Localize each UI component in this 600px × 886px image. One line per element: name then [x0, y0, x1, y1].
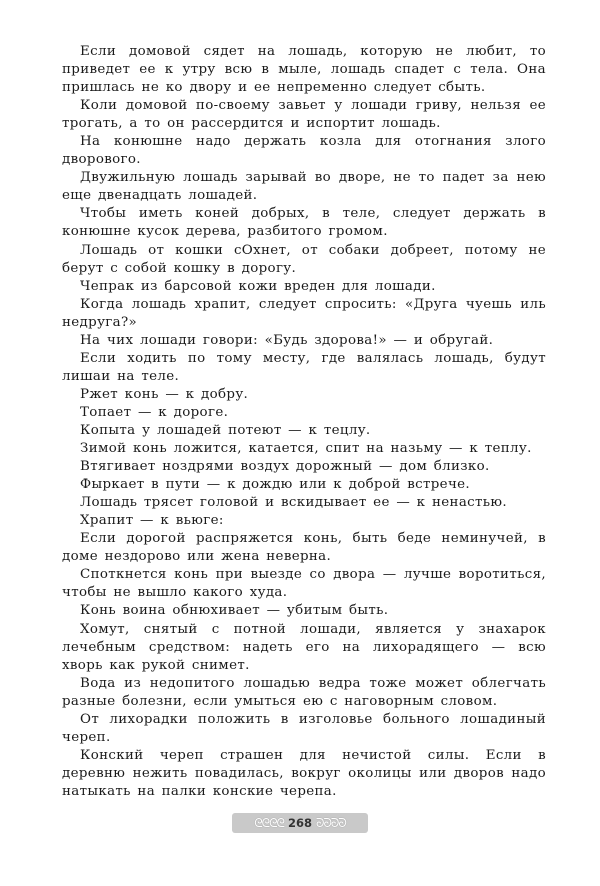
paragraph: Двужильную лошадь зарывай во дворе, не то падет за нею еще двенадцать лошадей. — [62, 170, 546, 204]
paragraph: Когда лошадь храпит, следует спросить: «Друга чуешь иль недруга?» — [62, 296, 546, 330]
paragraph: Фыркает в пути — к дождю или к доброй встрече. — [80, 477, 471, 493]
ornament-right-icon: ᘐᘐᘐᘐ — [316, 815, 346, 830]
paragraph: Храпит — к вьюге: — [80, 513, 224, 529]
paragraph: Чепрак из барсовой кожи вреден для лошади. — [80, 278, 436, 294]
paragraph: Ржет конь — к добру. — [80, 386, 249, 402]
paragraph: На чих лошади говори: «Будь здорова!» — и обругай. — [80, 332, 494, 348]
paragraph: Топает — к дороге. — [80, 404, 229, 420]
paragraph: Лошадь трясет головой и вскидывает ее — к ненастью. — [80, 495, 508, 511]
paragraph: Если домовой сядет на лошадь, которую не любит, то приведет ее к утру всю в мыле, лошадь спадет с тела. Она пришлась не ко двору и ее непременно следует сбыть. — [62, 44, 546, 96]
paragraph: Вода из недопитого лошадью ведра тоже может облегчать разные болезни, если умыться ею с наговорным словом. — [62, 675, 546, 709]
paragraph: Копыта у лошадей потеют — к тецлу. — [80, 422, 371, 438]
paragraph: Зимой конь ложится, катается, спит на назьму — к теплу. — [80, 441, 532, 457]
page-number: 268 — [287, 816, 312, 830]
page-body — [62, 43, 546, 801]
ornament-left-icon: ᘓᘓᘓᘓ — [254, 815, 284, 830]
paragraph: Если ходить по тому месту, где валялась лошадь, будут лишаи на теле. — [62, 350, 546, 384]
paragraph: Конь воина обнюхивает — убитым быть. — [80, 603, 389, 619]
paragraph: Конский череп страшен для нечистой силы. Если в деревню нежить повадилась, вокруг околицы или дворов надо натыкать на палки конские черепа. — [62, 747, 546, 799]
paragraph: На конюшне надо держать козла для отогнания злого дворового. — [62, 134, 546, 168]
paragraph: От лихорадки положить в изголовье больного лошадиный череп. — [62, 711, 546, 745]
paragraph: Коли домовой по-своему завьет у лошади гриву, нельзя ее трогать, а то он рассердится и испортит лошадь. — [62, 98, 546, 132]
paragraph: Хомут, снятый с потной лошади, является у знахарок лечебным средством: надеть его на лихорадящего — всю хворь как рукой снимет. — [62, 621, 546, 673]
paragraph: Если дорогой распряжется конь, быть беде неминучей, в доме нездорово или жена неверна. — [62, 531, 546, 565]
paragraph: Лошадь от кошки сОхнет, от собаки добреет, потому не берут с собой кошку в дорогу. — [62, 242, 546, 276]
paragraph: Чтобы иметь коней добрых, в теле, следует держать в конюшне кусок дерева, разбитого громом. — [62, 206, 546, 240]
page-footer — [232, 813, 368, 833]
paragraph: Споткнется конь при выезде со двора — лучше воротиться, чтобы не вышло какого худа. — [62, 567, 546, 601]
paragraph: Втягивает ноздрями воздух дорожный — дом близко. — [80, 459, 490, 475]
